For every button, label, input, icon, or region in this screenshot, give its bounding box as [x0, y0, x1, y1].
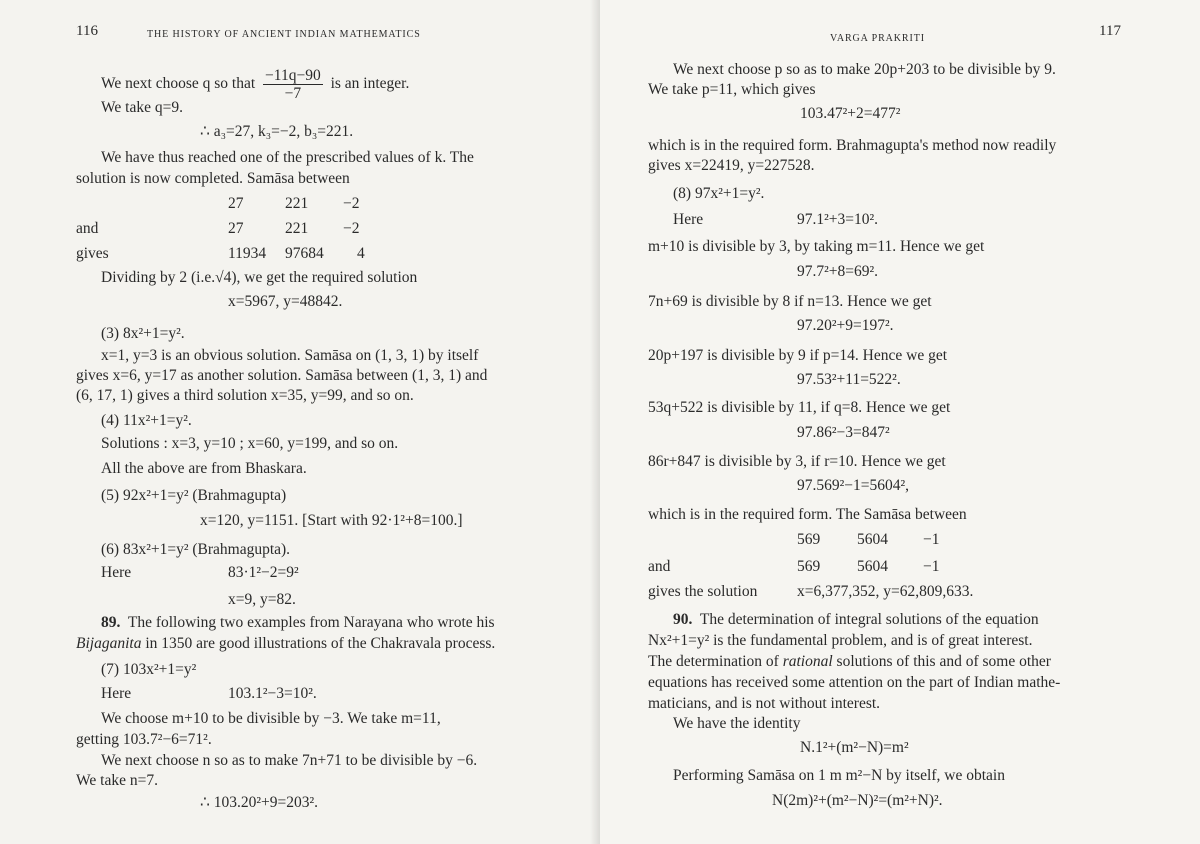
section-number: 89.	[101, 614, 121, 631]
text-line: solution is now completed. Samāsa between	[76, 170, 350, 187]
text-line: We have thus reached one of the prescribed values of k. The	[101, 149, 474, 166]
samasa-cell: −1	[923, 558, 940, 575]
text-line: We take p=11, which gives	[648, 81, 816, 98]
text-line: 53q+522 is divisible by 11, if q=8. Hence we get	[648, 399, 951, 416]
example-heading: (6) 83x²+1=y² (Brahmagupta).	[101, 541, 291, 558]
paragraph-line: 90. The determination of integral solutions of the equation	[673, 611, 1039, 628]
text-line: m+10 is divisible by 3, by taking m=11. Hence we get	[648, 238, 985, 255]
text-line: Solutions : x=3, y=10 ; x=60, y=199, and so on.	[101, 435, 399, 452]
page-number: 116	[76, 23, 98, 39]
paragraph-line: The determination of rational solutions of this and of some other	[648, 653, 1051, 670]
right-page	[600, 0, 1200, 844]
book-title: Bijaganita	[76, 635, 142, 652]
equation: ∴ a₃=27, k₃=−2, b₃=221.	[200, 123, 354, 140]
text-line: Performing Samāsa on 1 m m²−N by itself, we obtain	[673, 767, 1005, 784]
equation: 97.7²+8=69².	[797, 263, 879, 280]
text-line: We take n=7.	[76, 772, 158, 789]
text-line: gives the solution	[648, 583, 758, 600]
samasa-cell: 221	[285, 220, 309, 237]
equation: ∴ 103.20²+9=203².	[200, 794, 319, 811]
text-line: 86r+847 is divisible by 3, if r=10. Hence we get	[648, 453, 946, 470]
text-line: gives x=6, y=17 as another solution. Samāsa between (1, 3, 1) and	[76, 367, 488, 384]
equation: 97.569²−1=5604²,	[797, 477, 910, 494]
text-line: We next choose p so as to make 20p+203 to be divisible by 9.	[673, 61, 1056, 78]
samasa-cell: 27	[228, 195, 244, 212]
text-line: gives x=22419, y=227528.	[648, 157, 815, 174]
text-line: Here	[101, 564, 132, 581]
example-heading: (3) 8x²+1=y².	[101, 325, 185, 342]
equation: x=9, y=82.	[228, 591, 296, 608]
samasa-cell: −1	[923, 531, 940, 548]
text-line: We choose m+10 to be divisible by −3. We take m=11,	[101, 710, 441, 727]
samasa-cell: 5604	[857, 558, 888, 575]
paragraph-line: Bijaganita in 1350 are good illustrations of the Chakravala process.	[76, 635, 496, 652]
samasa-cell: 569	[797, 558, 821, 575]
text-line: We take q=9.	[101, 99, 183, 116]
text-line: Here	[101, 685, 132, 702]
example-heading: (5) 92x²+1=y² (Brahmagupta)	[101, 487, 287, 504]
samasa-cell: 5604	[857, 531, 888, 548]
page-number: 117	[1099, 23, 1121, 39]
equation: x=5967, y=48842.	[228, 293, 343, 310]
text-line: We have the identity	[673, 715, 801, 732]
samasa-cell: −2	[343, 195, 360, 212]
samasa-cell: 4	[357, 245, 365, 262]
equation: x=6,377,352, y=62,809,633.	[797, 583, 974, 600]
text-line: (6, 17, 1) gives a third solution x=35, y=99, and so on.	[76, 387, 414, 404]
equation: 103.1²−3=10².	[228, 685, 317, 702]
text-line: gives	[76, 245, 109, 262]
section-number: 90.	[673, 611, 693, 628]
text-line: x=1, y=3 is an obvious solution. Samāsa on (1, 3, 1) by itself	[101, 347, 479, 364]
paragraph-line: Nx²+1=y² is the fundamental problem, and is of great interest.	[648, 632, 1033, 649]
equation: 97.20²+9=197².	[797, 317, 894, 334]
example-heading: (7) 103x²+1=y²	[101, 661, 197, 678]
samasa-cell: 11934	[228, 245, 267, 262]
paragraph-line: equations has received some attention on the part of Indian mathe-	[648, 674, 1061, 691]
text-line: All the above are from Bhaskara.	[101, 460, 307, 477]
equation: N(2m)²+(m²−N)²=(m²+N)².	[772, 792, 943, 809]
equation: N.1²+(m²−N)=m²	[800, 739, 909, 756]
paragraph-line: 89. The following two examples from Narayana who wrote his	[101, 614, 495, 631]
text-line: Here	[673, 211, 704, 228]
samasa-cell: 27	[228, 220, 244, 237]
samasa-cell: −2	[343, 220, 360, 237]
text-line: which is in the required form. The Samāsa between	[648, 506, 967, 523]
text-line: getting 103.7²−6=71².	[76, 731, 212, 748]
text-line: 20p+197 is divisible by 9 if p=14. Hence we get	[648, 347, 948, 364]
text-line: and	[648, 558, 671, 575]
example-heading: (4) 11x²+1=y².	[101, 412, 192, 429]
text-line: We next choose n so as to make 7n+71 to be divisible by −6.	[101, 752, 478, 769]
text-line: We next choose q so that $\frac{-11q-90}{-7}$ is an integer.	[101, 67, 410, 102]
text-line: 7n+69 is divisible by 8 if n=13. Hence we get	[648, 293, 932, 310]
text-line: Dividing by 2 (i.e.√4), we get the required solution	[101, 269, 418, 286]
paragraph-line: maticians, and is not without interest.	[648, 695, 881, 712]
equation: 97.86²−3=847²	[797, 424, 890, 441]
emphasis: rational	[782, 653, 833, 670]
equation: 97.53²+11=522².	[797, 371, 901, 388]
equation: x=120, y=1151. [Start with 92·1²+8=100.]	[200, 512, 463, 529]
samasa-cell: 569	[797, 531, 821, 548]
example-heading: (8) 97x²+1=y².	[673, 185, 765, 202]
equation: 103.47²+2=477²	[800, 105, 901, 122]
text-line: and	[76, 220, 99, 237]
samasa-cell: 221	[285, 195, 309, 212]
equation: 97.1²+3=10².	[797, 211, 879, 228]
running-head: THE HISTORY OF ANCIENT INDIAN MATHEMATICS	[147, 29, 421, 40]
equation: 83·1²−2=9²	[228, 564, 299, 581]
samasa-cell: 97684	[285, 245, 324, 262]
running-head: VARGA PRAKRITI	[830, 33, 925, 44]
fraction: $\frac{-11q-90}{-7}$	[265, 67, 321, 102]
text-line: which is in the required form. Brahmagupta's method now readily	[648, 137, 1057, 154]
